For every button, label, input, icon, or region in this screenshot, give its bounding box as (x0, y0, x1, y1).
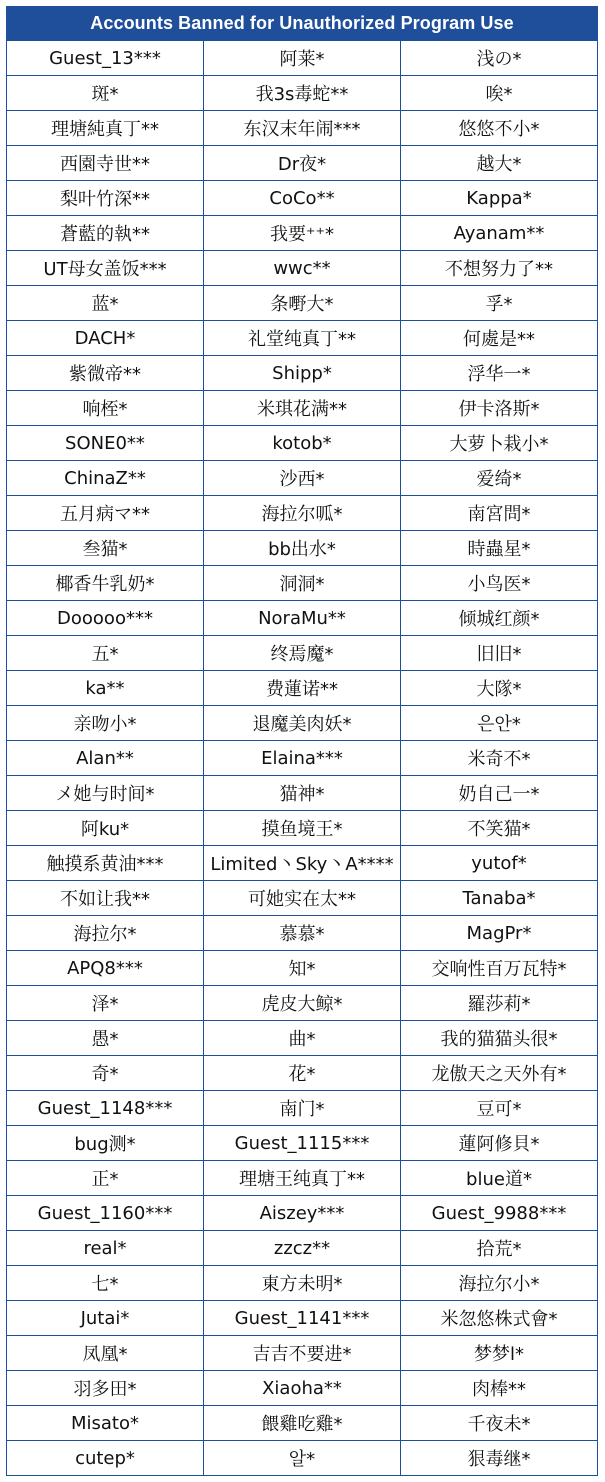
account-name-cell: Ayanam** (401, 216, 598, 251)
account-name-cell: 米奇不* (401, 741, 598, 776)
table-row (7, 671, 598, 706)
account-name-cell: 孚* (401, 286, 598, 321)
account-name-cell: 悠悠不小* (401, 111, 598, 146)
table-row (7, 986, 598, 1021)
account-name-cell: zzcz** (204, 1231, 401, 1266)
table-row (7, 1196, 598, 1231)
table-row (7, 496, 598, 531)
account-name-cell: 阿ku* (7, 811, 204, 846)
table-row (7, 566, 598, 601)
account-name-cell: wwc** (204, 251, 401, 286)
account-name-cell: 响桎* (7, 391, 204, 426)
account-name-cell: 泽* (7, 986, 204, 1021)
account-name-cell: Guest_1141*** (204, 1301, 401, 1336)
account-name-cell: 紫微帝** (7, 356, 204, 391)
account-name-cell: 奶自己一* (401, 776, 598, 811)
account-name-cell: 不笑猫* (401, 811, 598, 846)
account-name-cell: SONE0** (7, 426, 204, 461)
account-name-cell: 慕慕* (204, 916, 401, 951)
account-name-cell: ChinaZ** (7, 461, 204, 496)
table-row (7, 1126, 598, 1161)
account-name-cell: MagPr* (401, 916, 598, 951)
account-name-cell: 奇* (7, 1056, 204, 1091)
account-name-cell: 海拉尔呱* (204, 496, 401, 531)
account-name-cell: 拾荒* (401, 1231, 598, 1266)
account-name-cell: cutep* (7, 1441, 204, 1476)
account-name-cell: 越大* (401, 146, 598, 181)
account-name-cell: Guest_1115*** (204, 1126, 401, 1161)
table-row (7, 146, 598, 181)
table-row (7, 881, 598, 916)
account-name-cell: Guest_1148*** (7, 1091, 204, 1126)
table-row (7, 356, 598, 391)
table-row (7, 181, 598, 216)
account-name-cell: 摸鱼境王* (204, 811, 401, 846)
account-name-cell: Dooooo*** (7, 601, 204, 636)
account-name-cell: 大隊* (401, 671, 598, 706)
account-name-cell: Guest_13*** (7, 41, 204, 76)
account-name-cell: 肉棒** (401, 1371, 598, 1406)
account-name-cell: 蒼藍的執** (7, 216, 204, 251)
table-row (7, 1336, 598, 1371)
account-name-cell: 海拉尔* (7, 916, 204, 951)
table-row (7, 1441, 598, 1476)
account-name-cell: 西園寺世** (7, 146, 204, 181)
account-name-cell: 伊卡洛斯* (401, 391, 598, 426)
account-name-cell: 吉吉不要进* (204, 1336, 401, 1371)
account-name-cell: NoraMu** (204, 601, 401, 636)
account-name-cell: 七* (7, 1266, 204, 1301)
account-name-cell: 交响性百万瓦特* (401, 951, 598, 986)
account-name-cell: 南门* (204, 1091, 401, 1126)
account-name-cell: 唉* (401, 76, 598, 111)
account-name-cell: 何處是** (401, 321, 598, 356)
account-name-cell: 豆可* (401, 1091, 598, 1126)
account-name-cell: 梨叶竹深** (7, 181, 204, 216)
account-name-cell: 虎皮大鲸* (204, 986, 401, 1021)
account-name-cell: 狠毒继* (401, 1441, 598, 1476)
table-row (7, 706, 598, 741)
table-row (7, 951, 598, 986)
account-name-cell: 椰香牛乳奶* (7, 566, 204, 601)
account-name-cell: 不想努力了** (401, 251, 598, 286)
account-name-cell: yutof* (401, 846, 598, 881)
table-row (7, 1091, 598, 1126)
account-name-cell: 我的猫猫头很* (401, 1021, 598, 1056)
account-name-cell: 五月病マ** (7, 496, 204, 531)
account-name-cell: 猫神* (204, 776, 401, 811)
account-name-cell: 条嘢大* (204, 286, 401, 321)
account-name-cell: 羽多田* (7, 1371, 204, 1406)
table-row (7, 286, 598, 321)
account-name-cell: 可她实在太** (204, 881, 401, 916)
account-name-cell: real* (7, 1231, 204, 1266)
account-name-cell: Aiszey*** (204, 1196, 401, 1231)
banned-accounts-table (6, 6, 598, 1476)
account-name-cell: CoCo** (204, 181, 401, 216)
table-header-row (7, 7, 598, 41)
table-row (7, 1161, 598, 1196)
account-name-cell: メ她与时间* (7, 776, 204, 811)
account-name-cell: 我3s毒蛇** (204, 76, 401, 111)
account-name-cell: 浅の* (401, 41, 598, 76)
account-name-cell: 亲吻小* (7, 706, 204, 741)
table-row (7, 531, 598, 566)
table-row (7, 1231, 598, 1266)
account-name-cell: 终焉魔* (204, 636, 401, 671)
account-name-cell: 時蟲星* (401, 531, 598, 566)
account-name-cell: 蓮阿修貝* (401, 1126, 598, 1161)
table-row (7, 811, 598, 846)
table-row (7, 461, 598, 496)
table-row (7, 321, 598, 356)
account-name-cell: Tanaba* (401, 881, 598, 916)
table-row (7, 846, 598, 881)
account-name-cell: 我要⁺⁺* (204, 216, 401, 251)
account-name-cell: 正* (7, 1161, 204, 1196)
account-name-cell: 花* (204, 1056, 401, 1091)
table-row (7, 1301, 598, 1336)
account-name-cell: 礼堂纯真丁** (204, 321, 401, 356)
account-name-cell: 梦梦l* (401, 1336, 598, 1371)
account-name-cell: Limited丶Sky丶A**** (204, 846, 401, 881)
table-row (7, 426, 598, 461)
table-row (7, 916, 598, 951)
account-name-cell: 은안* (401, 706, 598, 741)
account-name-cell: 不如让我** (7, 881, 204, 916)
account-name-cell: 蓝* (7, 286, 204, 321)
account-name-cell: Jutai* (7, 1301, 204, 1336)
account-name-cell: 理塘王纯真丁** (204, 1161, 401, 1196)
account-name-cell: 南宮問* (401, 496, 598, 531)
account-name-cell: 浮华一* (401, 356, 598, 391)
table-row (7, 741, 598, 776)
account-name-cell: 凤凰* (7, 1336, 204, 1371)
account-name-cell: Misato* (7, 1406, 204, 1441)
account-name-cell: 费蓮诺** (204, 671, 401, 706)
table-body (7, 41, 598, 1476)
account-name-cell: 洞洞* (204, 566, 401, 601)
account-name-cell: ka** (7, 671, 204, 706)
account-name-cell: 曲* (204, 1021, 401, 1056)
account-name-cell: 大萝卜栽小* (401, 426, 598, 461)
table-row (7, 1056, 598, 1091)
account-name-cell: 叁猫* (7, 531, 204, 566)
table-row (7, 776, 598, 811)
table-row (7, 636, 598, 671)
account-name-cell: 愚* (7, 1021, 204, 1056)
account-name-cell: 알* (204, 1441, 401, 1476)
account-name-cell: Guest_9988*** (401, 1196, 598, 1231)
account-name-cell: Kappa* (401, 181, 598, 216)
table-row (7, 251, 598, 286)
account-name-cell: kotob* (204, 426, 401, 461)
account-name-cell: 退魔美肉妖* (204, 706, 401, 741)
account-name-cell: 千夜未* (401, 1406, 598, 1441)
account-name-cell: bug测* (7, 1126, 204, 1161)
account-name-cell: 斑* (7, 76, 204, 111)
account-name-cell: 羅莎莉* (401, 986, 598, 1021)
account-name-cell: 米琪花满** (204, 391, 401, 426)
account-name-cell: 知* (204, 951, 401, 986)
account-name-cell: 东汉末年闹*** (204, 111, 401, 146)
account-name-cell: Alan** (7, 741, 204, 776)
table-row (7, 391, 598, 426)
account-name-cell: Shipp* (204, 356, 401, 391)
table-row (7, 216, 598, 251)
account-name-cell: 倾城红颜* (401, 601, 598, 636)
account-name-cell: 理塘純真丁** (7, 111, 204, 146)
account-name-cell: 五* (7, 636, 204, 671)
account-name-cell: Xiaoha** (204, 1371, 401, 1406)
account-name-cell: 爱绮* (401, 461, 598, 496)
account-name-cell: bb出水* (204, 531, 401, 566)
table-row (7, 1371, 598, 1406)
account-name-cell: 東方未明* (204, 1266, 401, 1301)
account-name-cell: 龙傲天之天外有* (401, 1056, 598, 1091)
table-row (7, 41, 598, 76)
table-row (7, 1406, 598, 1441)
account-name-cell: UT母女盖饭*** (7, 251, 204, 286)
account-name-cell: 小鸟医* (401, 566, 598, 601)
account-name-cell: 海拉尔小* (401, 1266, 598, 1301)
table-row (7, 1266, 598, 1301)
account-name-cell: Elaina*** (204, 741, 401, 776)
account-name-cell: 触摸系黄油*** (7, 846, 204, 881)
account-name-cell: blue道* (401, 1161, 598, 1196)
account-name-cell: DACH* (7, 321, 204, 356)
table-row (7, 111, 598, 146)
account-name-cell: 餵雞吃雞* (204, 1406, 401, 1441)
table-row (7, 601, 598, 636)
table-row (7, 76, 598, 111)
account-name-cell: Dr夜* (204, 146, 401, 181)
table-title: Accounts Banned for Unauthorized Program Use (7, 7, 598, 41)
account-name-cell: 旧旧* (401, 636, 598, 671)
account-name-cell: 沙西* (204, 461, 401, 496)
account-name-cell: APQ8*** (7, 951, 204, 986)
account-name-cell: 阿莱* (204, 41, 401, 76)
table-row (7, 1021, 598, 1056)
account-name-cell: 米忽悠株式會* (401, 1301, 598, 1336)
account-name-cell: Guest_1160*** (7, 1196, 204, 1231)
